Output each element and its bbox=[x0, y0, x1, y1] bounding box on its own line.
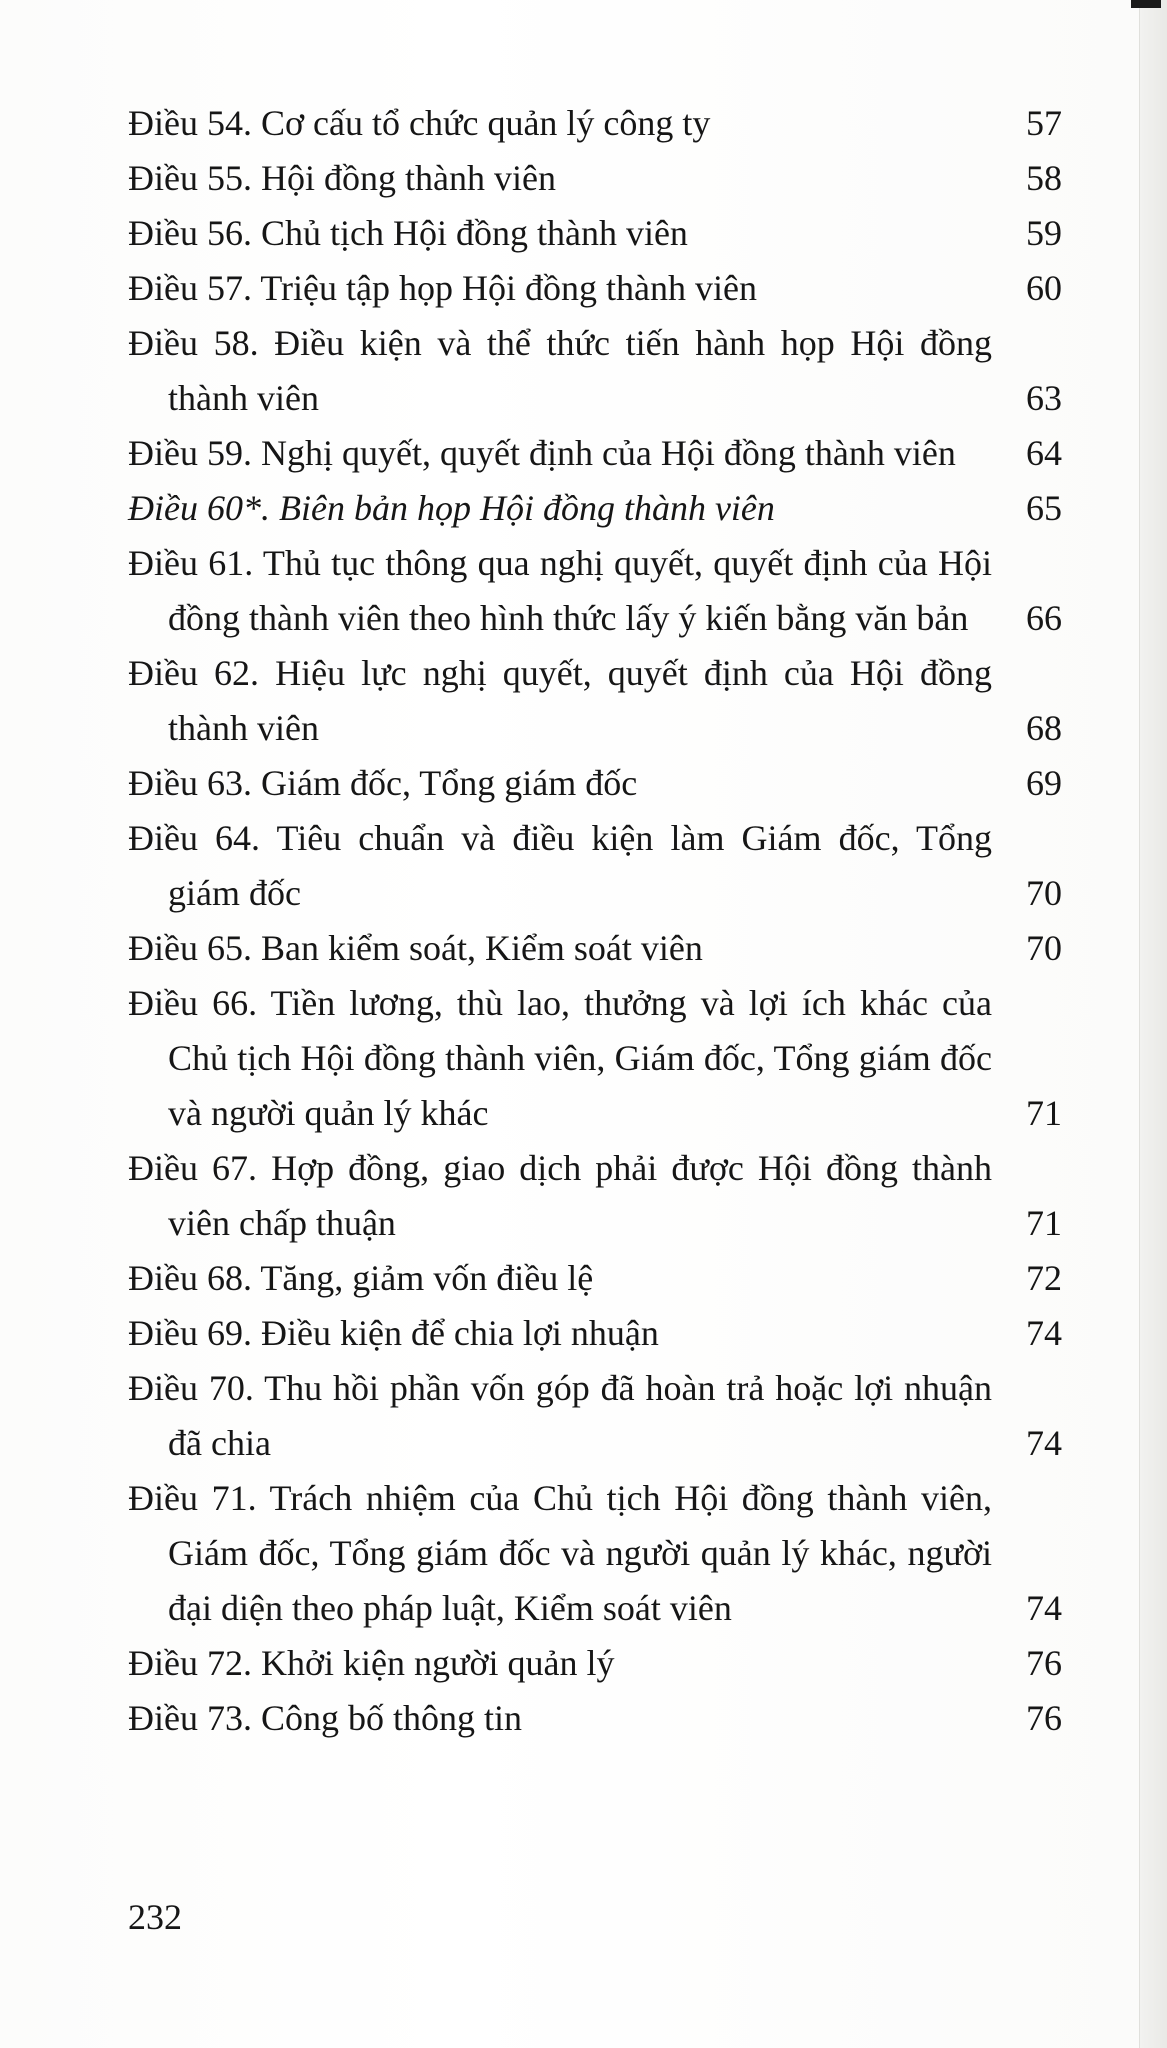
toc-entry-64 bbox=[128, 811, 1062, 921]
toc-entry-title: Điều 69. Điều kiện để chia lợi nhuận bbox=[128, 1313, 659, 1353]
toc-entry-62 bbox=[128, 646, 1062, 756]
toc-entry-page: 69 bbox=[1026, 763, 1062, 803]
toc-entry-54 bbox=[128, 96, 1062, 151]
toc-entry-page: 76 bbox=[1026, 1643, 1062, 1683]
toc-entry-page: 64 bbox=[1026, 433, 1062, 473]
toc-entry-page: 58 bbox=[1026, 158, 1062, 198]
toc-entry-title: Điều 70. Thu hồi phần vốn góp đã hoàn trả hoặc lợi nhuận đã chia bbox=[128, 1368, 992, 1463]
toc-entry-page: 63 bbox=[1026, 378, 1062, 418]
toc-entry-60 bbox=[128, 481, 1062, 536]
toc-entry-73 bbox=[128, 1691, 1062, 1746]
toc-entry-page: 71 bbox=[1026, 1203, 1062, 1243]
toc-entry-58 bbox=[128, 316, 1062, 426]
toc-entry-page: 72 bbox=[1026, 1258, 1062, 1298]
toc-entry-61 bbox=[128, 536, 1062, 646]
toc-entry-55 bbox=[128, 151, 1062, 206]
toc-entry-page: 68 bbox=[1026, 708, 1062, 748]
toc-entry-page: 57 bbox=[1026, 103, 1062, 143]
toc-entry-page: 70 bbox=[1026, 873, 1062, 913]
toc-entry-title: Điều 56. Chủ tịch Hội đồng thành viên bbox=[128, 213, 688, 253]
toc-entry-title: Điều 64. Tiêu chuẩn và điều kiện làm Giám đốc, Tổng giám đốc bbox=[128, 818, 992, 913]
page-number: 232 bbox=[128, 1897, 182, 1937]
toc-entry-title: Điều 57. Triệu tập họp Hội đồng thành viên bbox=[128, 268, 757, 308]
toc-entry-65 bbox=[128, 921, 1062, 976]
toc-entry-page: 65 bbox=[1026, 488, 1062, 528]
toc-entry-page: 74 bbox=[1026, 1588, 1062, 1628]
toc-entry-title: Điều 73. Công bố thông tin bbox=[128, 1698, 522, 1738]
toc-entry-title: Điều 60*. Biên bản họp Hội đồng thành viên bbox=[128, 488, 775, 528]
toc-entry-68 bbox=[128, 1251, 1062, 1306]
toc-entry-page: 59 bbox=[1026, 213, 1062, 253]
toc-entry-title: Điều 63. Giám đốc, Tổng giám đốc bbox=[128, 763, 638, 803]
toc-entry-title: Điều 65. Ban kiểm soát, Kiểm soát viên bbox=[128, 928, 703, 968]
toc-entry-title: Điều 66. Tiền lương, thù lao, thưởng và lợi ích khác của Chủ tịch Hội đồng thành viên, Giám đốc, Tổng giám đốc và người quản lý khác bbox=[128, 983, 992, 1133]
toc-entry-56 bbox=[128, 206, 1062, 261]
toc-entry-70 bbox=[128, 1361, 1062, 1471]
toc-entry-title: Điều 61. Thủ tục thông qua nghị quyết, quyết định của Hội đồng thành viên theo hình thức lấy ý kiến bằng văn bản bbox=[128, 543, 992, 638]
table-of-contents bbox=[128, 96, 1062, 1746]
toc-entry-title: Điều 55. Hội đồng thành viên bbox=[128, 158, 556, 198]
toc-entry-page: 74 bbox=[1026, 1313, 1062, 1353]
toc-entry-title: Điều 62. Hiệu lực nghị quyết, quyết định của Hội đồng thành viên bbox=[128, 653, 992, 748]
toc-entry-72 bbox=[128, 1636, 1062, 1691]
toc-entry-57 bbox=[128, 261, 1062, 316]
toc-entry-title: Điều 54. Cơ cấu tổ chức quản lý công ty bbox=[128, 103, 711, 143]
toc-entry-66 bbox=[128, 976, 1062, 1141]
corner-mark bbox=[1131, 0, 1161, 8]
toc-entry-page: 66 bbox=[1026, 598, 1062, 638]
toc-entry-title: Điều 58. Điều kiện và thể thức tiến hành họp Hội đồng thành viên bbox=[128, 323, 992, 418]
toc-entry-page: 76 bbox=[1026, 1698, 1062, 1738]
toc-entry-page: 74 bbox=[1026, 1423, 1062, 1463]
toc-entry-71 bbox=[128, 1471, 1062, 1636]
toc-entry-page: 70 bbox=[1026, 928, 1062, 968]
toc-entry-59 bbox=[128, 426, 1062, 481]
toc-entry-title: Điều 67. Hợp đồng, giao dịch phải được Hội đồng thành viên chấp thuận bbox=[128, 1148, 992, 1243]
toc-entry-69 bbox=[128, 1306, 1062, 1361]
toc-entry-67 bbox=[128, 1141, 1062, 1251]
toc-entry-title: Điều 71. Trách nhiệm của Chủ tịch Hội đồng thành viên, Giám đốc, Tổng giám đốc và người quản lý khác, người đại diện theo pháp luật, Kiểm soát viên bbox=[128, 1478, 992, 1628]
page-edge bbox=[1139, 0, 1167, 2048]
toc-entry-title: Điều 68. Tăng, giảm vốn điều lệ bbox=[128, 1258, 594, 1298]
toc-entry-page: 60 bbox=[1026, 268, 1062, 308]
toc-entry-title: Điều 72. Khởi kiện người quản lý bbox=[128, 1643, 615, 1683]
toc-entry-page: 71 bbox=[1026, 1093, 1062, 1133]
toc-entry-63 bbox=[128, 756, 1062, 811]
toc-entry-title: Điều 59. Nghị quyết, quyết định của Hội đồng thành viên bbox=[128, 433, 956, 473]
